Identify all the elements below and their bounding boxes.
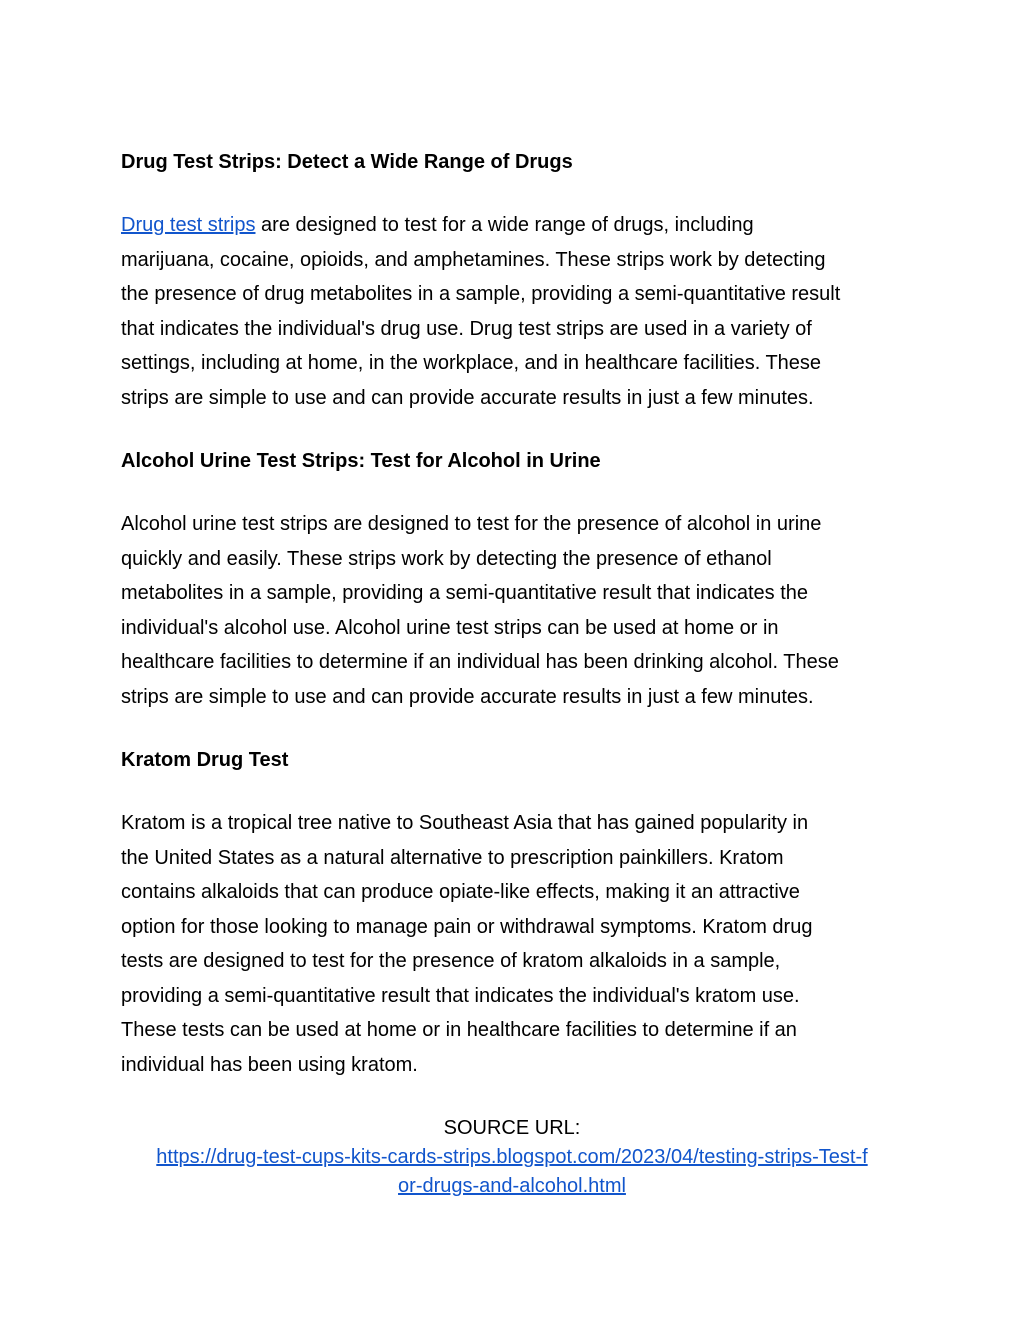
- source-url-link-continued[interactable]: or-drugs-and-alcohol.html: [398, 1175, 626, 1197]
- paragraph-line: that indicates the individual's drug use. Drug test strips are used in a variety of: [121, 317, 812, 340]
- paragraph-line: These tests can be used at home or in healthcare facilities to determine if an: [121, 1019, 797, 1041]
- paragraph-line: individual's alcohol use. Alcohol urine test strips can be used at home or in: [121, 616, 779, 639]
- section-body-drug-test-strips: [121, 208, 911, 415]
- paragraph-line: Kratom is a tropical tree native to Southeast Asia that has gained popularity in: [121, 812, 809, 834]
- paragraph-line: strips are simple to use and can provide accurate results in just a few minutes.: [121, 386, 814, 409]
- paragraph-line: option for those looking to manage pain or withdrawal symptoms. Kratom drug: [121, 915, 813, 938]
- paragraph-line: metabolites in a sample, providing a semi-quantitative result that indicates the: [121, 582, 809, 604]
- paragraph-line: providing a semi-quantitative result that indicates the individual's kratom use.: [121, 984, 800, 1007]
- paragraph-line: [121, 208, 911, 243]
- paragraph-line: tests are designed to test for the presence of kratom alkaloids in a sample,: [121, 950, 781, 972]
- paragraph-line: healthcare facilities to determine if an individual has been drinking alcohol. These: [121, 651, 839, 673]
- source-url-link-line-2: [0, 1172, 1024, 1201]
- section-body-kratom-drug-test: [121, 806, 911, 1082]
- section-heading-kratom-drug-test: Kratom Drug Test: [121, 749, 289, 771]
- section-heading-alcohol-urine-test-strips: Alcohol Urine Test Strips: Test for Alcohol in Urine: [121, 450, 601, 472]
- section-heading-drug-test-strips: Drug Test Strips: Detect a Wide Range of Drugs: [121, 151, 573, 173]
- source-url-block: [0, 1114, 1024, 1201]
- paragraph-line: Alcohol urine test strips are designed to test for the presence of alcohol in urine: [121, 513, 822, 535]
- paragraph-line: the United States as a natural alternative to prescription painkillers. Kratom: [121, 846, 784, 869]
- source-url-label: SOURCE URL:: [443, 1117, 581, 1139]
- paragraph-line: individual has been using kratom.: [121, 1053, 418, 1076]
- source-url-link-line-1: [0, 1143, 1024, 1172]
- paragraph-line: strips are simple to use and can provide accurate results in just a few minutes.: [121, 685, 814, 708]
- section-body-alcohol-urine-test-strips: [121, 507, 911, 714]
- drug-test-strips-link[interactable]: Drug test strips: [121, 214, 256, 236]
- paragraph-line: the presence of drug metabolites in a sample, providing a semi-quantitative result: [121, 283, 841, 305]
- paragraph-line: contains alkaloids that can produce opiate-like effects, making it an attractive: [121, 881, 800, 903]
- source-url-link[interactable]: https://drug-test-cups-kits-cards-strips.blogspot.com/2023/04/testing-strips-Test-f: [156, 1146, 868, 1168]
- paragraph-line: settings, including at home, in the workplace, and in healthcare facilities. These: [121, 352, 822, 374]
- paragraph-line-text: are designed to test for a wide range of drugs, including: [255, 214, 754, 236]
- paragraph-line: quickly and easily. These strips work by detecting the presence of ethanol: [121, 547, 772, 570]
- paragraph-line: marijuana, cocaine, opioids, and amphetamines. These strips work by detecting: [121, 248, 826, 271]
